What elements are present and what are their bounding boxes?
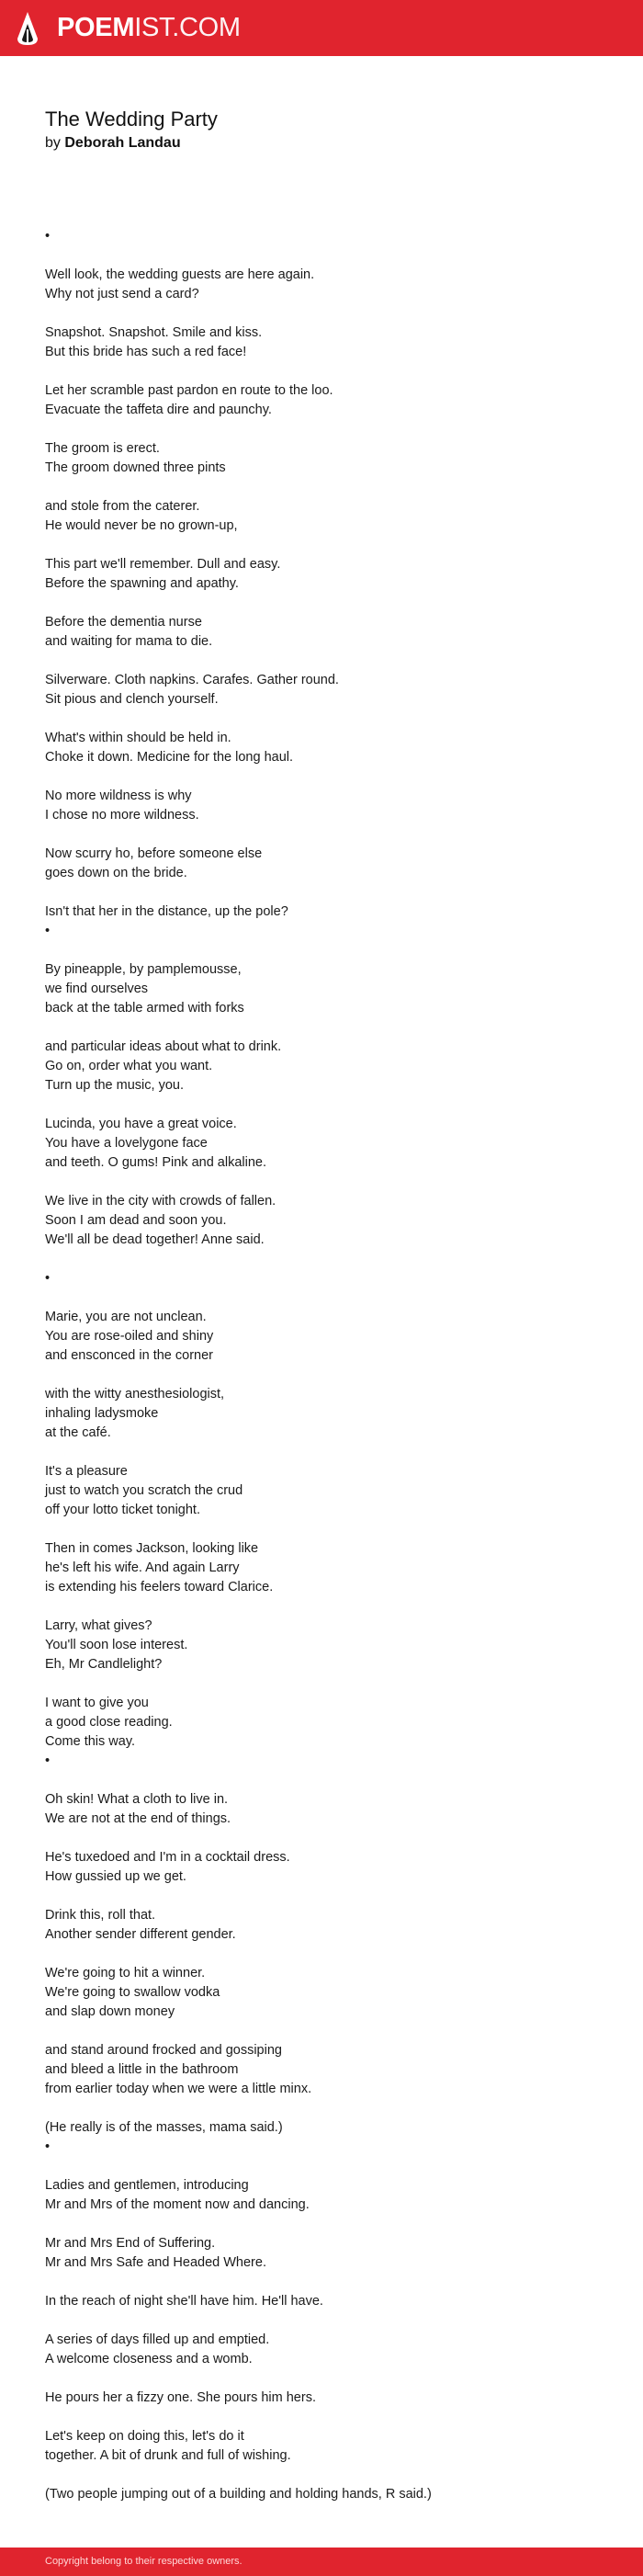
stanza-break — [45, 883, 605, 902]
stanza-break — [45, 420, 605, 439]
poem-line: Why not just send a card? — [45, 287, 199, 301]
poem-line: Drink this, roll that. — [45, 1908, 156, 1923]
stanza-break — [45, 362, 605, 381]
stanza-break — [45, 2408, 605, 2427]
poem-line: Come this way. — [45, 1734, 136, 1749]
stanza-break — [45, 1288, 605, 1308]
stanza-break — [45, 825, 605, 845]
site-header — [0, 0, 643, 56]
poem-line: Let's keep on doing this, let's do it — [45, 2429, 244, 2444]
stanza-break — [45, 594, 605, 613]
poem-line: He pours her a fizzy one. She pours him hers. — [45, 2390, 316, 2405]
poem-line: Before the dementia nurse — [45, 615, 202, 630]
stanza-break — [45, 1674, 605, 1694]
stanza-break — [45, 2369, 605, 2389]
section-bullet: • — [45, 1753, 51, 1768]
poem-line: Choke it down. Medicine for the long haul. — [45, 750, 294, 765]
poem-line: Eh, Mr Candlelight? — [45, 1657, 163, 1672]
poem-line: and stand around frocked and gossiping — [45, 2043, 282, 2058]
poem-title: The Wedding Party — [45, 108, 218, 131]
stanza-break — [45, 2466, 605, 2485]
logo-brand-light: IST.COM — [134, 13, 241, 42]
poem-line: Let her scramble past pardon en route to the loo. — [45, 383, 333, 398]
poem-line: is extending his feelers toward Clarice. — [45, 1580, 274, 1594]
poem-line: at the café. — [45, 1425, 111, 1440]
copyright-notice: Copyright belong to their respective owners. — [45, 2556, 243, 2567]
stanza-break — [45, 941, 605, 960]
stanza-break — [45, 1018, 605, 1038]
stanza-break — [45, 1829, 605, 1848]
stanza-break — [45, 1887, 605, 1906]
poem-line: We are not at the end of things. — [45, 1811, 231, 1826]
poem-byline — [45, 133, 605, 153]
poem-line: goes down on the bride. — [45, 866, 187, 880]
poem-line: How gussied up we get. — [45, 1869, 186, 1884]
poem-line: he's left his wife. And again Larry — [45, 1560, 240, 1575]
poem-line: and slap down money — [45, 2004, 175, 2019]
poem-line: with the witty anesthesiologist, — [45, 1387, 225, 1401]
poem-line: You are rose-oiled and shiny — [45, 1329, 214, 1344]
poem-line: He would never be no grown-up, — [45, 518, 238, 533]
stanza-break — [45, 1520, 605, 1539]
poem-line: Ladies and gentlemen, introducing — [45, 2178, 249, 2193]
section-bullet: • — [45, 924, 51, 938]
poem-line: It's a pleasure — [45, 1464, 128, 1479]
poem-line: Larry, what gives? — [45, 1618, 152, 1633]
poem-line: from earlier today when we were a little minx. — [45, 2082, 312, 2096]
stanza-break — [45, 1443, 605, 1462]
section-bullet: • — [45, 229, 51, 244]
poem-line: I chose no more wildness. — [45, 808, 199, 823]
poem-line: He's tuxedoed and I'm in a cocktail dress. — [45, 1850, 290, 1865]
poem-line: and waiting for mama to die. — [45, 634, 213, 649]
poem-line: and ensconced in the corner — [45, 1348, 213, 1363]
poem-line: Turn up the music, you. — [45, 1078, 184, 1093]
poem-line: No more wildness is why — [45, 789, 192, 803]
poem-line: The groom is erect. — [45, 441, 160, 456]
poem-line: Lucinda, you have a great voice. — [45, 1117, 237, 1131]
poem-line: We'll all be dead together! Anne said. — [45, 1232, 265, 1247]
stanza-break — [45, 246, 605, 266]
poem-line: Oh skin! What a cloth to live in. — [45, 1792, 229, 1807]
poem-body — [45, 208, 605, 2504]
logo-brand-bold: POEM — [57, 13, 135, 42]
stanza-break — [45, 1095, 605, 1115]
site-footer — [0, 2548, 643, 2576]
poem-line: The groom downed three pints — [45, 460, 226, 475]
poem-line: Mr and Mrs of the moment now and dancing. — [45, 2197, 310, 2212]
poem-line: Isn't that her in the distance, up the pole? — [45, 904, 288, 919]
stanza-break — [45, 2157, 605, 2176]
poem-line: Another sender different gender. — [45, 1927, 236, 1942]
poem-line: (He really is of the masses, mama said.) — [45, 2120, 283, 2135]
stanza-break — [45, 2273, 605, 2292]
stanza-break — [45, 1366, 605, 1385]
stanza-break — [45, 1173, 605, 1192]
poem-line: A series of days filled up and emptied. — [45, 2332, 270, 2347]
poem-line: I want to give you — [45, 1696, 149, 1710]
poem-line: This part we'll remember. Dull and easy. — [45, 557, 281, 572]
stanza-break — [45, 2311, 605, 2331]
poem-line: Evacuate the taffeta dire and paunchy. — [45, 403, 272, 417]
stanza-break — [45, 536, 605, 555]
poem-line: Mr and Mrs End of Suffering. — [45, 2236, 216, 2251]
stanza-break — [45, 2215, 605, 2234]
poem-line: In the reach of night she'll have him. He'll have. — [45, 2294, 323, 2309]
fountain-pen-nib-icon[interactable] — [16, 11, 39, 46]
poem-line: and stole from the caterer. — [45, 499, 200, 514]
poem-line: back at the table armed with forks — [45, 1001, 244, 1016]
poem-line: By pineapple, by pamplemousse, — [45, 962, 242, 977]
stanza-break — [45, 208, 605, 227]
poem-line: Silverware. Cloth napkins. Carafes. Gather round. — [45, 673, 339, 687]
stanza-break — [45, 767, 605, 787]
author-link[interactable]: Deborah Landau — [64, 135, 181, 151]
poem-article — [45, 107, 605, 2504]
poem-line: and bleed a little in the bathroom — [45, 2062, 239, 2077]
poem-line: Snapshot. Snapshot. Smile and kiss. — [45, 325, 263, 340]
stanza-break — [45, 1771, 605, 1790]
poem-line: Well look, the wedding guests are here again. — [45, 267, 315, 282]
poem-line: A welcome closeness and a womb. — [45, 2352, 253, 2366]
section-bullet: • — [45, 1271, 51, 1286]
poem-line: we find ourselves — [45, 982, 149, 996]
poem-line: But this bride has such a red face! — [45, 345, 247, 359]
poem-line: a good close reading. — [45, 1715, 173, 1730]
poem-line: off your lotto ticket tonight. — [45, 1503, 200, 1517]
stanza-break — [45, 652, 605, 671]
poem-line: You'll soon lose interest. — [45, 1638, 188, 1652]
poem-line: We're going to swallow vodka — [45, 1985, 220, 2000]
poem-line: just to watch you scratch the crud — [45, 1483, 243, 1498]
poem-line: What's within should be held in. — [45, 731, 231, 745]
poem-line: Before the spawning and apathy. — [45, 576, 239, 591]
byline-prefix: by — [45, 135, 61, 151]
stanza-break — [45, 1250, 605, 1269]
site-logo[interactable] — [57, 12, 241, 43]
poem-line: and teeth. O gums! Pink and alkaline. — [45, 1155, 267, 1170]
section-bullet: • — [45, 2139, 51, 2154]
poem-line: We're going to hit a winner. — [45, 1966, 206, 1980]
poem-line: Go on, order what you want. — [45, 1059, 213, 1073]
stanza-break — [45, 1597, 605, 1617]
poem-line: Then in comes Jackson, looking like — [45, 1541, 259, 1556]
poem-line: Marie, you are not unclean. — [45, 1310, 207, 1324]
stanza-break — [45, 709, 605, 729]
stanza-break — [45, 2022, 605, 2041]
poem-line: Now scurry ho, before someone else — [45, 846, 263, 861]
stanza-break — [45, 304, 605, 323]
poem-line: Sit pious and clench yourself. — [45, 692, 219, 707]
poem-line: inhaling ladysmoke — [45, 1406, 159, 1421]
poem-line: You have a lovelygone face — [45, 1136, 208, 1151]
poem-line: We live in the city with crowds of fallen. — [45, 1194, 276, 1209]
stanza-break — [45, 478, 605, 497]
poem-line: (Two people jumping out of a building and holding hands, R said.) — [45, 2487, 432, 2502]
poem-line: together. A bit of drunk and full of wishing. — [45, 2448, 291, 2463]
poem-line: and particular ideas about what to drink. — [45, 1039, 282, 1054]
stanza-break — [45, 1945, 605, 1964]
poem-line: Mr and Mrs Safe and Headed Where. — [45, 2255, 266, 2270]
stanza-break — [45, 2099, 605, 2118]
poem-line: Soon I am dead and soon you. — [45, 1213, 227, 1228]
